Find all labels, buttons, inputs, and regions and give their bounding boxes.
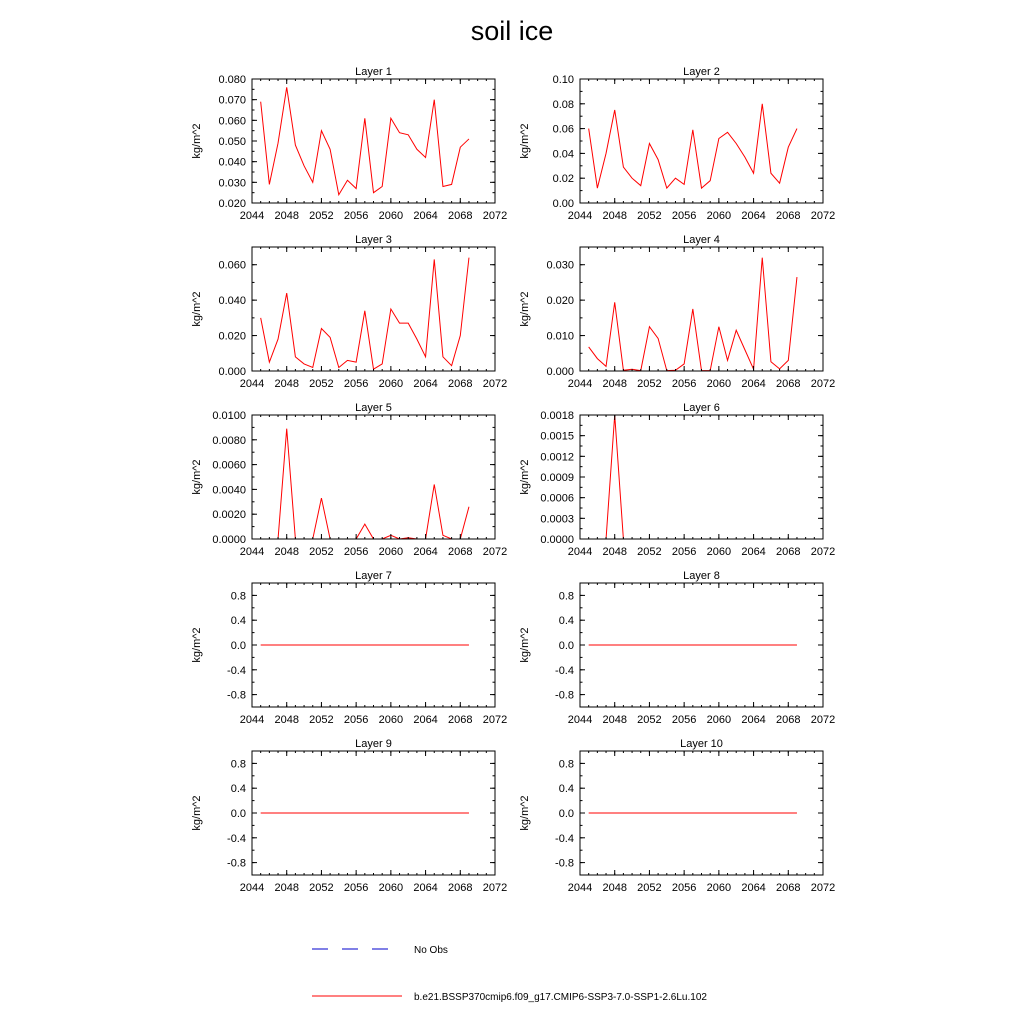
y-tick-label: -0.4 bbox=[227, 664, 246, 677]
y-tick-label: 0.0015 bbox=[540, 430, 574, 443]
panel-title: Layer 7 bbox=[355, 570, 392, 582]
x-tick-label: 2072 bbox=[810, 714, 836, 726]
y-tick-label: 0.02 bbox=[552, 173, 574, 186]
panel-title: Layer 8 bbox=[683, 570, 720, 582]
y-axis-label: kg/m^2 bbox=[191, 459, 203, 495]
x-tick-label: 2048 bbox=[602, 378, 627, 390]
x-tick-label: 2072 bbox=[482, 714, 508, 726]
y-tick-label: -0.8 bbox=[555, 857, 574, 870]
x-tick-label: 2052 bbox=[637, 714, 662, 726]
y-tick-label: 0.0 bbox=[558, 640, 574, 652]
x-tick-label: 2060 bbox=[706, 210, 732, 222]
y-axis-label: kg/m^2 bbox=[519, 627, 531, 663]
y-axis-label: kg/m^2 bbox=[519, 795, 531, 831]
y-tick-label: 0.0000 bbox=[212, 534, 246, 546]
x-tick-label: 2064 bbox=[413, 378, 438, 390]
x-tick-label: 2068 bbox=[776, 378, 801, 390]
y-tick-label: 0.050 bbox=[218, 136, 246, 148]
x-tick-label: 2048 bbox=[602, 546, 627, 558]
y-tick-label: 0.04 bbox=[552, 148, 574, 161]
y-axis-label: kg/m^2 bbox=[191, 291, 203, 327]
chart-panel-layer-3 bbox=[191, 234, 507, 390]
x-tick-label: 2052 bbox=[309, 210, 334, 222]
y-tick-label: -0.8 bbox=[227, 857, 246, 870]
chart-panel-layer-1 bbox=[191, 66, 507, 222]
y-tick-label: 0.010 bbox=[546, 330, 574, 343]
chart-panel-layer-2 bbox=[519, 66, 835, 222]
legend-model-label: b.e21.BSSP370cmip6.f09_g17.CMIP6-SSP3-7.0-SSP1-2.6Lu.102 bbox=[414, 992, 707, 1003]
x-tick-label: 2072 bbox=[482, 546, 508, 558]
y-tick-label: 0.0040 bbox=[212, 484, 246, 497]
x-tick-label: 2052 bbox=[637, 378, 662, 390]
x-tick-label: 2052 bbox=[637, 882, 662, 894]
x-tick-label: 2048 bbox=[274, 378, 299, 390]
y-tick-label: 0.4 bbox=[558, 783, 574, 796]
x-tick-label: 2056 bbox=[343, 882, 369, 894]
plot-frame bbox=[580, 79, 823, 203]
y-tick-label: -0.8 bbox=[227, 689, 246, 702]
y-tick-label: 0.8 bbox=[230, 590, 246, 603]
y-tick-label: 0.0 bbox=[230, 808, 246, 820]
chart-panel-layer-9 bbox=[191, 738, 507, 894]
series-line-5-0 bbox=[261, 429, 469, 539]
x-tick-label: 2056 bbox=[343, 714, 369, 726]
y-tick-label: -0.4 bbox=[227, 832, 246, 845]
x-tick-label: 2056 bbox=[671, 546, 697, 558]
x-tick-label: 2048 bbox=[274, 882, 299, 894]
x-tick-label: 2064 bbox=[413, 546, 438, 558]
x-tick-label: 2064 bbox=[413, 714, 438, 726]
x-tick-label: 2064 bbox=[741, 714, 766, 726]
x-tick-label: 2068 bbox=[776, 714, 801, 726]
x-tick-label: 2048 bbox=[274, 546, 299, 558]
x-tick-label: 2048 bbox=[602, 210, 627, 222]
panel-title: Layer 1 bbox=[355, 66, 392, 78]
legend-obs-label: No Obs bbox=[414, 945, 448, 956]
y-tick-label: 0.0006 bbox=[540, 492, 574, 505]
x-tick-label: 2048 bbox=[602, 714, 627, 726]
legend bbox=[312, 945, 707, 1003]
chart-panel-layer-4 bbox=[519, 234, 835, 390]
y-tick-label: 0.10 bbox=[552, 74, 574, 86]
y-axis-label: kg/m^2 bbox=[519, 459, 531, 495]
x-tick-label: 2044 bbox=[567, 210, 593, 222]
x-tick-label: 2064 bbox=[741, 882, 766, 894]
panel-title: Layer 3 bbox=[355, 234, 392, 246]
x-tick-label: 2060 bbox=[706, 546, 732, 558]
plot-panels bbox=[191, 66, 835, 894]
y-tick-label: 0.8 bbox=[558, 590, 574, 603]
x-tick-label: 2044 bbox=[567, 546, 593, 558]
y-axis-label: kg/m^2 bbox=[519, 291, 531, 327]
y-tick-label: 0.060 bbox=[218, 115, 246, 128]
y-tick-label: 0.8 bbox=[558, 758, 574, 771]
y-tick-label: -0.8 bbox=[555, 689, 574, 702]
y-tick-label: 0.020 bbox=[546, 295, 574, 308]
series-line-6-0 bbox=[589, 415, 797, 539]
y-tick-label: -0.4 bbox=[555, 664, 574, 677]
x-tick-label: 2064 bbox=[741, 378, 766, 390]
x-tick-label: 2068 bbox=[448, 546, 473, 558]
x-tick-label: 2064 bbox=[413, 882, 438, 894]
x-tick-label: 2044 bbox=[567, 714, 593, 726]
y-tick-label: 0.0 bbox=[558, 808, 574, 820]
y-tick-label: 0.0020 bbox=[212, 509, 246, 522]
x-tick-label: 2044 bbox=[567, 882, 593, 894]
x-tick-label: 2060 bbox=[378, 882, 404, 894]
x-tick-label: 2072 bbox=[810, 882, 836, 894]
x-tick-label: 2060 bbox=[378, 714, 404, 726]
x-tick-label: 2056 bbox=[343, 546, 369, 558]
panel-title: Layer 4 bbox=[683, 234, 720, 246]
x-tick-label: 2048 bbox=[602, 882, 627, 894]
x-tick-label: 2068 bbox=[776, 546, 801, 558]
x-tick-label: 2056 bbox=[671, 714, 697, 726]
series-line-1-0 bbox=[261, 87, 469, 194]
y-tick-label: 0.040 bbox=[218, 295, 246, 308]
x-tick-label: 2060 bbox=[706, 714, 732, 726]
x-tick-label: 2060 bbox=[378, 546, 404, 558]
series-line-3-0 bbox=[261, 258, 469, 370]
y-tick-label: 0.000 bbox=[218, 366, 246, 378]
x-tick-label: 2072 bbox=[482, 882, 508, 894]
x-tick-label: 2056 bbox=[671, 378, 697, 390]
x-tick-label: 2068 bbox=[448, 882, 473, 894]
x-tick-label: 2060 bbox=[378, 378, 404, 390]
x-tick-label: 2056 bbox=[671, 882, 697, 894]
y-axis-label: kg/m^2 bbox=[191, 795, 203, 831]
x-tick-label: 2072 bbox=[810, 210, 836, 222]
y-tick-label: 0.030 bbox=[218, 177, 246, 190]
x-tick-label: 2064 bbox=[413, 210, 438, 222]
x-tick-label: 2044 bbox=[239, 714, 265, 726]
x-tick-label: 2056 bbox=[343, 210, 369, 222]
chart-panel-layer-8 bbox=[519, 570, 835, 726]
x-tick-label: 2072 bbox=[810, 378, 836, 390]
x-tick-label: 2052 bbox=[637, 210, 662, 222]
y-tick-label: 0.0100 bbox=[212, 410, 246, 422]
x-tick-label: 2044 bbox=[239, 210, 265, 222]
page-title: soil ice bbox=[470, 16, 554, 46]
x-tick-label: 2068 bbox=[448, 210, 473, 222]
y-tick-label: 0.4 bbox=[230, 615, 246, 628]
y-tick-label: 0.0000 bbox=[540, 534, 574, 546]
y-tick-label: 0.020 bbox=[218, 198, 246, 210]
chart-panel-layer-6 bbox=[519, 402, 835, 558]
panel-title: Layer 5 bbox=[355, 402, 392, 414]
plot-frame bbox=[580, 247, 823, 371]
x-tick-label: 2044 bbox=[567, 378, 593, 390]
x-tick-label: 2056 bbox=[343, 378, 369, 390]
plot-frame bbox=[252, 415, 495, 539]
y-tick-label: 0.0080 bbox=[212, 434, 246, 447]
x-tick-label: 2052 bbox=[309, 882, 334, 894]
y-tick-label: 0.040 bbox=[218, 156, 246, 169]
x-tick-label: 2068 bbox=[776, 210, 801, 222]
y-tick-label: 0.08 bbox=[552, 98, 574, 111]
y-axis-label: kg/m^2 bbox=[191, 123, 203, 159]
y-axis-label: kg/m^2 bbox=[519, 123, 531, 159]
x-tick-label: 2072 bbox=[482, 210, 508, 222]
x-tick-label: 2044 bbox=[239, 546, 265, 558]
series-line-2-0 bbox=[589, 104, 797, 188]
chart-panel-layer-5 bbox=[191, 402, 507, 558]
x-tick-label: 2064 bbox=[741, 210, 766, 222]
x-tick-label: 2052 bbox=[637, 546, 662, 558]
y-tick-label: 0.8 bbox=[230, 758, 246, 771]
x-tick-label: 2052 bbox=[309, 714, 334, 726]
x-tick-label: 2068 bbox=[776, 882, 801, 894]
y-tick-label: 0.0009 bbox=[540, 472, 574, 484]
x-tick-label: 2056 bbox=[671, 210, 697, 222]
y-tick-label: 0.0018 bbox=[540, 410, 574, 422]
series-line-4-0 bbox=[589, 258, 797, 371]
y-tick-label: 0.0012 bbox=[540, 451, 574, 464]
y-tick-label: -0.4 bbox=[555, 832, 574, 845]
x-tick-label: 2052 bbox=[309, 546, 334, 558]
chart-panel-layer-7 bbox=[191, 570, 507, 726]
x-tick-label: 2044 bbox=[239, 882, 265, 894]
panel-title: Layer 6 bbox=[683, 402, 720, 414]
y-tick-label: 0.4 bbox=[558, 615, 574, 628]
y-tick-label: 0.080 bbox=[218, 74, 246, 86]
x-tick-label: 2044 bbox=[239, 378, 265, 390]
x-tick-label: 2060 bbox=[706, 882, 732, 894]
x-tick-label: 2052 bbox=[309, 378, 334, 390]
y-tick-label: 0.070 bbox=[218, 94, 246, 107]
chart-panel-layer-10 bbox=[519, 738, 835, 894]
y-tick-label: 0.0003 bbox=[540, 513, 574, 526]
y-tick-label: 0.00 bbox=[552, 198, 574, 210]
panel-title: Layer 10 bbox=[680, 738, 723, 750]
y-tick-label: 0.060 bbox=[218, 259, 246, 272]
x-tick-label: 2064 bbox=[741, 546, 766, 558]
panel-title: Layer 9 bbox=[355, 738, 392, 750]
y-tick-label: 0.020 bbox=[218, 330, 246, 343]
y-tick-label: 0.06 bbox=[552, 123, 574, 136]
y-tick-label: 0.030 bbox=[546, 259, 574, 272]
y-tick-label: 0.000 bbox=[546, 366, 574, 378]
x-tick-label: 2068 bbox=[448, 714, 473, 726]
x-tick-label: 2048 bbox=[274, 714, 299, 726]
x-tick-label: 2048 bbox=[274, 210, 299, 222]
x-tick-label: 2072 bbox=[810, 546, 836, 558]
x-tick-label: 2060 bbox=[706, 378, 732, 390]
x-tick-label: 2072 bbox=[482, 378, 508, 390]
y-tick-label: 0.0 bbox=[230, 640, 246, 652]
y-tick-label: 0.0060 bbox=[212, 459, 246, 472]
panel-title: Layer 2 bbox=[683, 66, 720, 78]
x-tick-label: 2060 bbox=[378, 210, 404, 222]
y-tick-label: 0.4 bbox=[230, 783, 246, 796]
x-tick-label: 2068 bbox=[448, 378, 473, 390]
y-axis-label: kg/m^2 bbox=[191, 627, 203, 663]
